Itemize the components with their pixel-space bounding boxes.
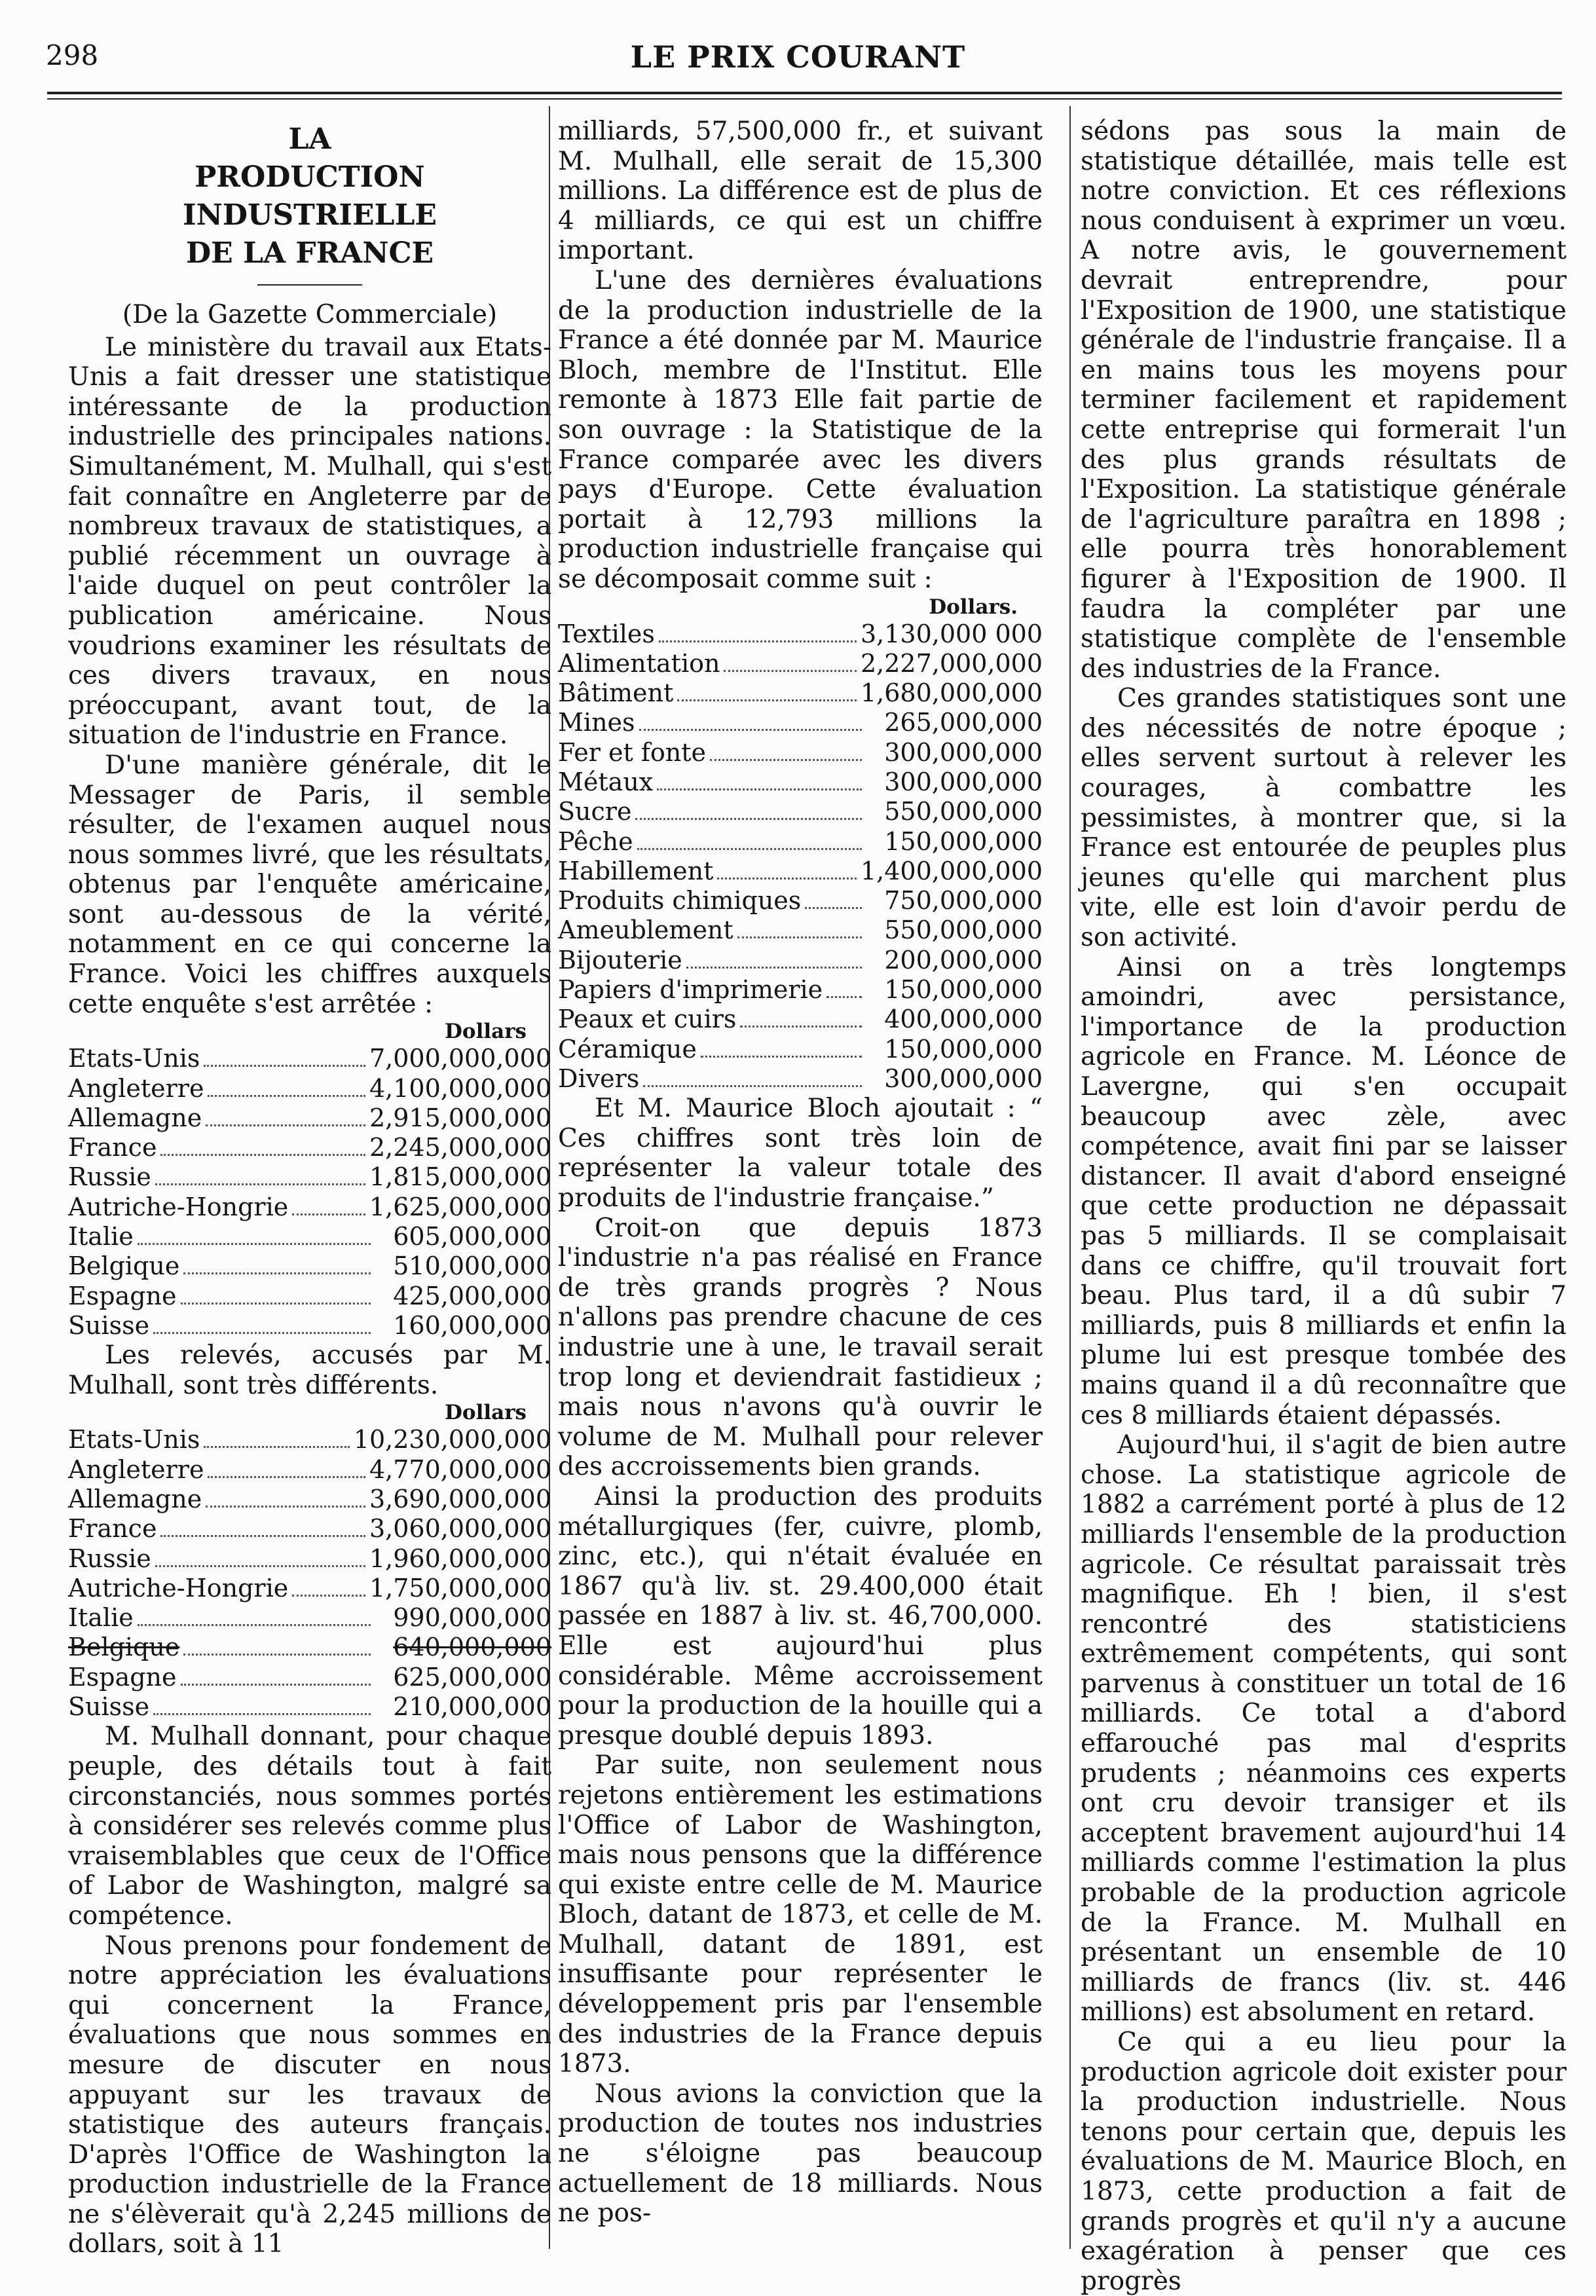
title-line: LA <box>288 122 331 156</box>
paragraph: L'une des dernières évaluations de la production industrielle de la France a été donnée par M. Maurice Bloch, membre de l'Institut. Elle remonte à 1873 Elle fait partie de son ouvrage : la Statistique de la France comparée avec les divers pays d'Europe. Cette évaluation portait à 12,793 millions la production industrielle française qui se décomposait comme suit : <box>558 265 1043 594</box>
table-row: France 3,060,000,000 <box>68 1514 551 1544</box>
table-row: Suisse 160,000,000 <box>68 1310 551 1340</box>
table-unit: Dollars <box>445 1020 527 1044</box>
table-row: Suisse 210,000,000 <box>68 1692 551 1722</box>
column-1 <box>68 117 551 2259</box>
title-rule <box>257 284 362 286</box>
table-row: France 2,245,000,000 <box>68 1133 551 1162</box>
table-row: Textiles 3,130,000 000 <box>558 619 1043 648</box>
header-rule <box>47 92 1562 94</box>
table-row: Papiers d'imprimerie 150,000,000 <box>558 975 1043 1005</box>
table-row: Espagne 625,000,000 <box>68 1662 551 1692</box>
running-title: LE PRIX COURANT <box>630 39 966 75</box>
table-row: Bijouterie 200,000,000 <box>558 945 1043 974</box>
table-unit: Dollars. <box>929 595 1018 619</box>
table-mulhall <box>68 1400 551 1722</box>
table-row: Métaux 300,000,000 <box>558 767 1043 796</box>
column-2 <box>558 117 1043 2229</box>
paragraph: Nous prenons pour fondement de notre appréciation les évaluations qui concernent la France, évaluations que nous sommes en mesure de discuter en nous appuyant sur les travaux de statistique des auteurs français. D'après l'Office de Washington la production industrielle de la France ne s'élèverait qu'à 2,245 millions de dollars, soit à 11 <box>68 1931 551 2259</box>
paragraph: Aujourd'hui, il s'agit de bien autre chose. La statistique agricole de 1882 a carrément porté à plus de 12 milliards l'ensemble de la production agricole. Ce résultat paraissait très magnifique. Eh ! bien, il s'est rencontré des statisticiens extrêmement compétents, qui sont parvenus à constituer un total de 16 milliards. Ce total a d'abord effarouché pas mal d'esprits prudents ; néanmoins ces experts ont cru devoir transiger et ils acceptent bravement aujourd'hui 14 milliards comme l'estimation la plus probable de la production agricole de la France. M. Mulhall en présentant un ensemble de 10 milliards de francs (liv. st. 446 millions) est absolument en retard. <box>1081 1430 1567 2028</box>
table-row: Belgique 510,000,000 <box>68 1251 551 1281</box>
column-3 <box>1081 117 1567 2296</box>
table-row: Divers 300,000,000 <box>558 1064 1043 1093</box>
table-row: Mines 265,000,000 <box>558 708 1043 737</box>
table-row: Angleterre 4,770,000,000 <box>68 1454 551 1484</box>
paragraph: Le ministère du travail aux Etats-Unis a fait dresser une statistique intéressante de la production industrielle des principales nations. Simultanément, M. Mulhall, qui s'est fait connaître en Angleterre par de nombreux travaux de statistiques, a publié récemment un ouvrage à l'aide duquel on peut contrôler la publication américaine. Nous voudrions examiner les résultats de ces divers travaux, en nous préoccupant, avant tout, de la situation de l'industrie en France. <box>68 332 551 750</box>
table-row: Italie 605,000,000 <box>68 1222 551 1251</box>
table-row: Ameublement 550,000,000 <box>558 916 1043 945</box>
table-row: Alimentation 2,227,000,000 <box>558 648 1043 678</box>
table-row: Peaux et cuirs 400,000,000 <box>558 1005 1043 1034</box>
table-row: Etats-Unis 7,000,000,000 <box>68 1044 551 1073</box>
table-row: Céramique 150,000,000 <box>558 1034 1043 1064</box>
table-row: Espagne 425,000,000 <box>68 1281 551 1310</box>
paragraph: Croit-on que depuis 1873 l'industrie n'a pas réalisé en France de très grands progrès ? Nous n'allons pas prendre chacune de ces industrie une à une, le travail serait trop long et deviendrait fastidieux ; mais nous n'avons qu'à ouvrir le volume de M. Mulhall pour relever des accroissements bien grands. <box>558 1213 1043 1482</box>
paragraph: Ainsi on a très longtemps amoindri, avec persistance, l'importance de la production agricole en France. M. Léonce de Lavergne, qui s'en occupait beaucoup avec zèle, avec compétence, avait fini par se laisser distancer. Il avait d'abord enseigné que cette production ne dépassait pas 5 milliards. Il se complaisait dans ce chiffre, qu'il trouvait fort beau. Plus tard, il a dû subir 7 milliards, puis 8 milliards et enfin la plume lui est presque tombée des mains quand il a dû reconnaître que ces 8 milliards étaient dépassés. <box>1081 952 1567 1430</box>
table-row: Italie 990,000,000 <box>68 1603 551 1633</box>
paragraph: D'une manière générale, dit le Messager de Paris, il semble résulter, de l'examen auquel nous nous sommes livré, que les résultats, obtenus par l'enquête américaine, sont au-dessous de la vérité, notamment en ce qui concerne la France. Voici les chiffres auxquels cette enquête s'est arrêtée : <box>68 750 551 1019</box>
title-line: PRODUCTION INDUSTRIELLE <box>183 160 437 232</box>
table-us-survey <box>68 1019 551 1341</box>
paragraph: milliards, 57,500,000 fr., et suivant M. Mulhall, elle serait de 15,300 millions. La différence est de plus de 4 milliards, ce qui est un chiffre important. <box>558 117 1043 266</box>
table-row: Belgique 640,000,000 <box>68 1633 551 1662</box>
paragraph: Par suite, non seulement nous rejetons entièrement les estimations l'Office of Labor de Washington, mais nous pensons que la différence qui existe entre celle de M. Maurice Bloch, datant de 1873, et celle de M. Mulhall, datant de 1891, est insuffisante pour représenter le développement pris par l'ensemble des industries de la France depuis 1873. <box>558 1750 1043 2079</box>
table-row: Pêche 150,000,000 <box>558 826 1043 856</box>
paragraph: M. Mulhall donnant, pour chaque peuple, des détails tout à fait circonstanciés, nous sommes portés à considérer ses relevés comme plus vraisemblables que ceux de l'Office of Labor de Washington, malgré sa compétence. <box>68 1722 551 1931</box>
table-row: Fer et fonte 300,000,000 <box>558 737 1043 767</box>
table-unit: Dollars <box>445 1401 527 1425</box>
table-row: Habillement 1,400,000,000 <box>558 856 1043 885</box>
page-number: 298 <box>46 39 99 71</box>
table-row: Sucre 550,000,000 <box>558 797 1043 826</box>
paragraph: Et M. Maurice Bloch ajoutait : “ Ces chiffres sont très loin de représenter la valeur totale des produits de l'industrie française.” <box>558 1094 1043 1213</box>
table-row: Autriche-Hongrie 1,625,000,000 <box>68 1192 551 1221</box>
table-row: Produits chimiques 750,000,000 <box>558 886 1043 916</box>
table-row: Russie 1,815,000,000 <box>68 1162 551 1192</box>
paragraph: Nous avions la conviction que la production de toutes nos industries ne s'éloigne pas beaucoup actuellement de 18 milliards. Nous ne pos- <box>558 2079 1043 2229</box>
title-line: DE LA FRANCE <box>185 236 434 270</box>
column-divider <box>1069 106 1071 2249</box>
paragraph: Ce qui a eu lieu pour la production agricole doit exister pour la production industrielle. Nous tenons pour certain que, depuis les évaluations de M. Maurice Bloch, en 1873, cette production a fait de grands progrès et qu'il n'y a aucune exagération à penser que ces progrès <box>1081 2028 1567 2296</box>
paragraph: Les relevés, accusés par M. Mulhall, sont très différents. <box>68 1341 551 1400</box>
table-row: Allemagne 2,915,000,000 <box>68 1103 551 1132</box>
paragraph: Ainsi la production des produits métallurgiques (fer, cuivre, plomb, zinc, etc.), qui n'était évaluée en 1867 qu'à liv. st. 29.400,000 était passée en 1887 à liv. st. 46,700,000. Elle est aujourd'hui plus considérable. Même accroissement pour la production de la houille qui a presque doublé depuis 1893. <box>558 1481 1043 1750</box>
table-bloch <box>558 595 1043 1094</box>
paragraph: Ces grandes statistiques sont une des nécessités de notre époque ; elles servent surtout à relever les courages, à combattre les pessimistes, à montrer que, si la France est entourée de peuples plus jeunes qu'elle qui marchent plus vite, elle est loin d'avoir perdu de son activité. <box>1081 684 1567 953</box>
table-row: Bâtiment 1,680,000,000 <box>558 678 1043 708</box>
article-title <box>68 120 551 272</box>
table-row: Russie 1,960,000,000 <box>68 1544 551 1573</box>
table-row: Angleterre 4,100,000,000 <box>68 1073 551 1103</box>
article-source: (De la Gazette Commerciale) <box>122 300 498 329</box>
paragraph: sédons pas sous la main de statistique détaillée, mais telle est notre conviction. Et ces réflexions nous conduisent à exprimer un vœu. A notre avis, le gouvernement devrait entreprendre, pour l'Exposition de 1900, une statistique générale de l'industrie française. Il a en mains tous les moyens pour terminer facilement et rapidement cette entreprise qui formerait l'un des plus grands résultats de l'Exposition. La statistique générale de l'agriculture paraîtra en 1898 ; elle pourra très honorablement figurer à l'Exposition de 1900. Il faudra la compléter par une statistique complète de l'ensemble des industries de la France. <box>1081 117 1567 684</box>
table-row: Autriche-Hongrie 1,750,000,000 <box>68 1573 551 1602</box>
header-rule-thin <box>47 98 1562 100</box>
table-row: Allemagne 3,690,000,000 <box>68 1485 551 1513</box>
table-row: Etats-Unis 10,230,000,000 <box>68 1425 551 1454</box>
